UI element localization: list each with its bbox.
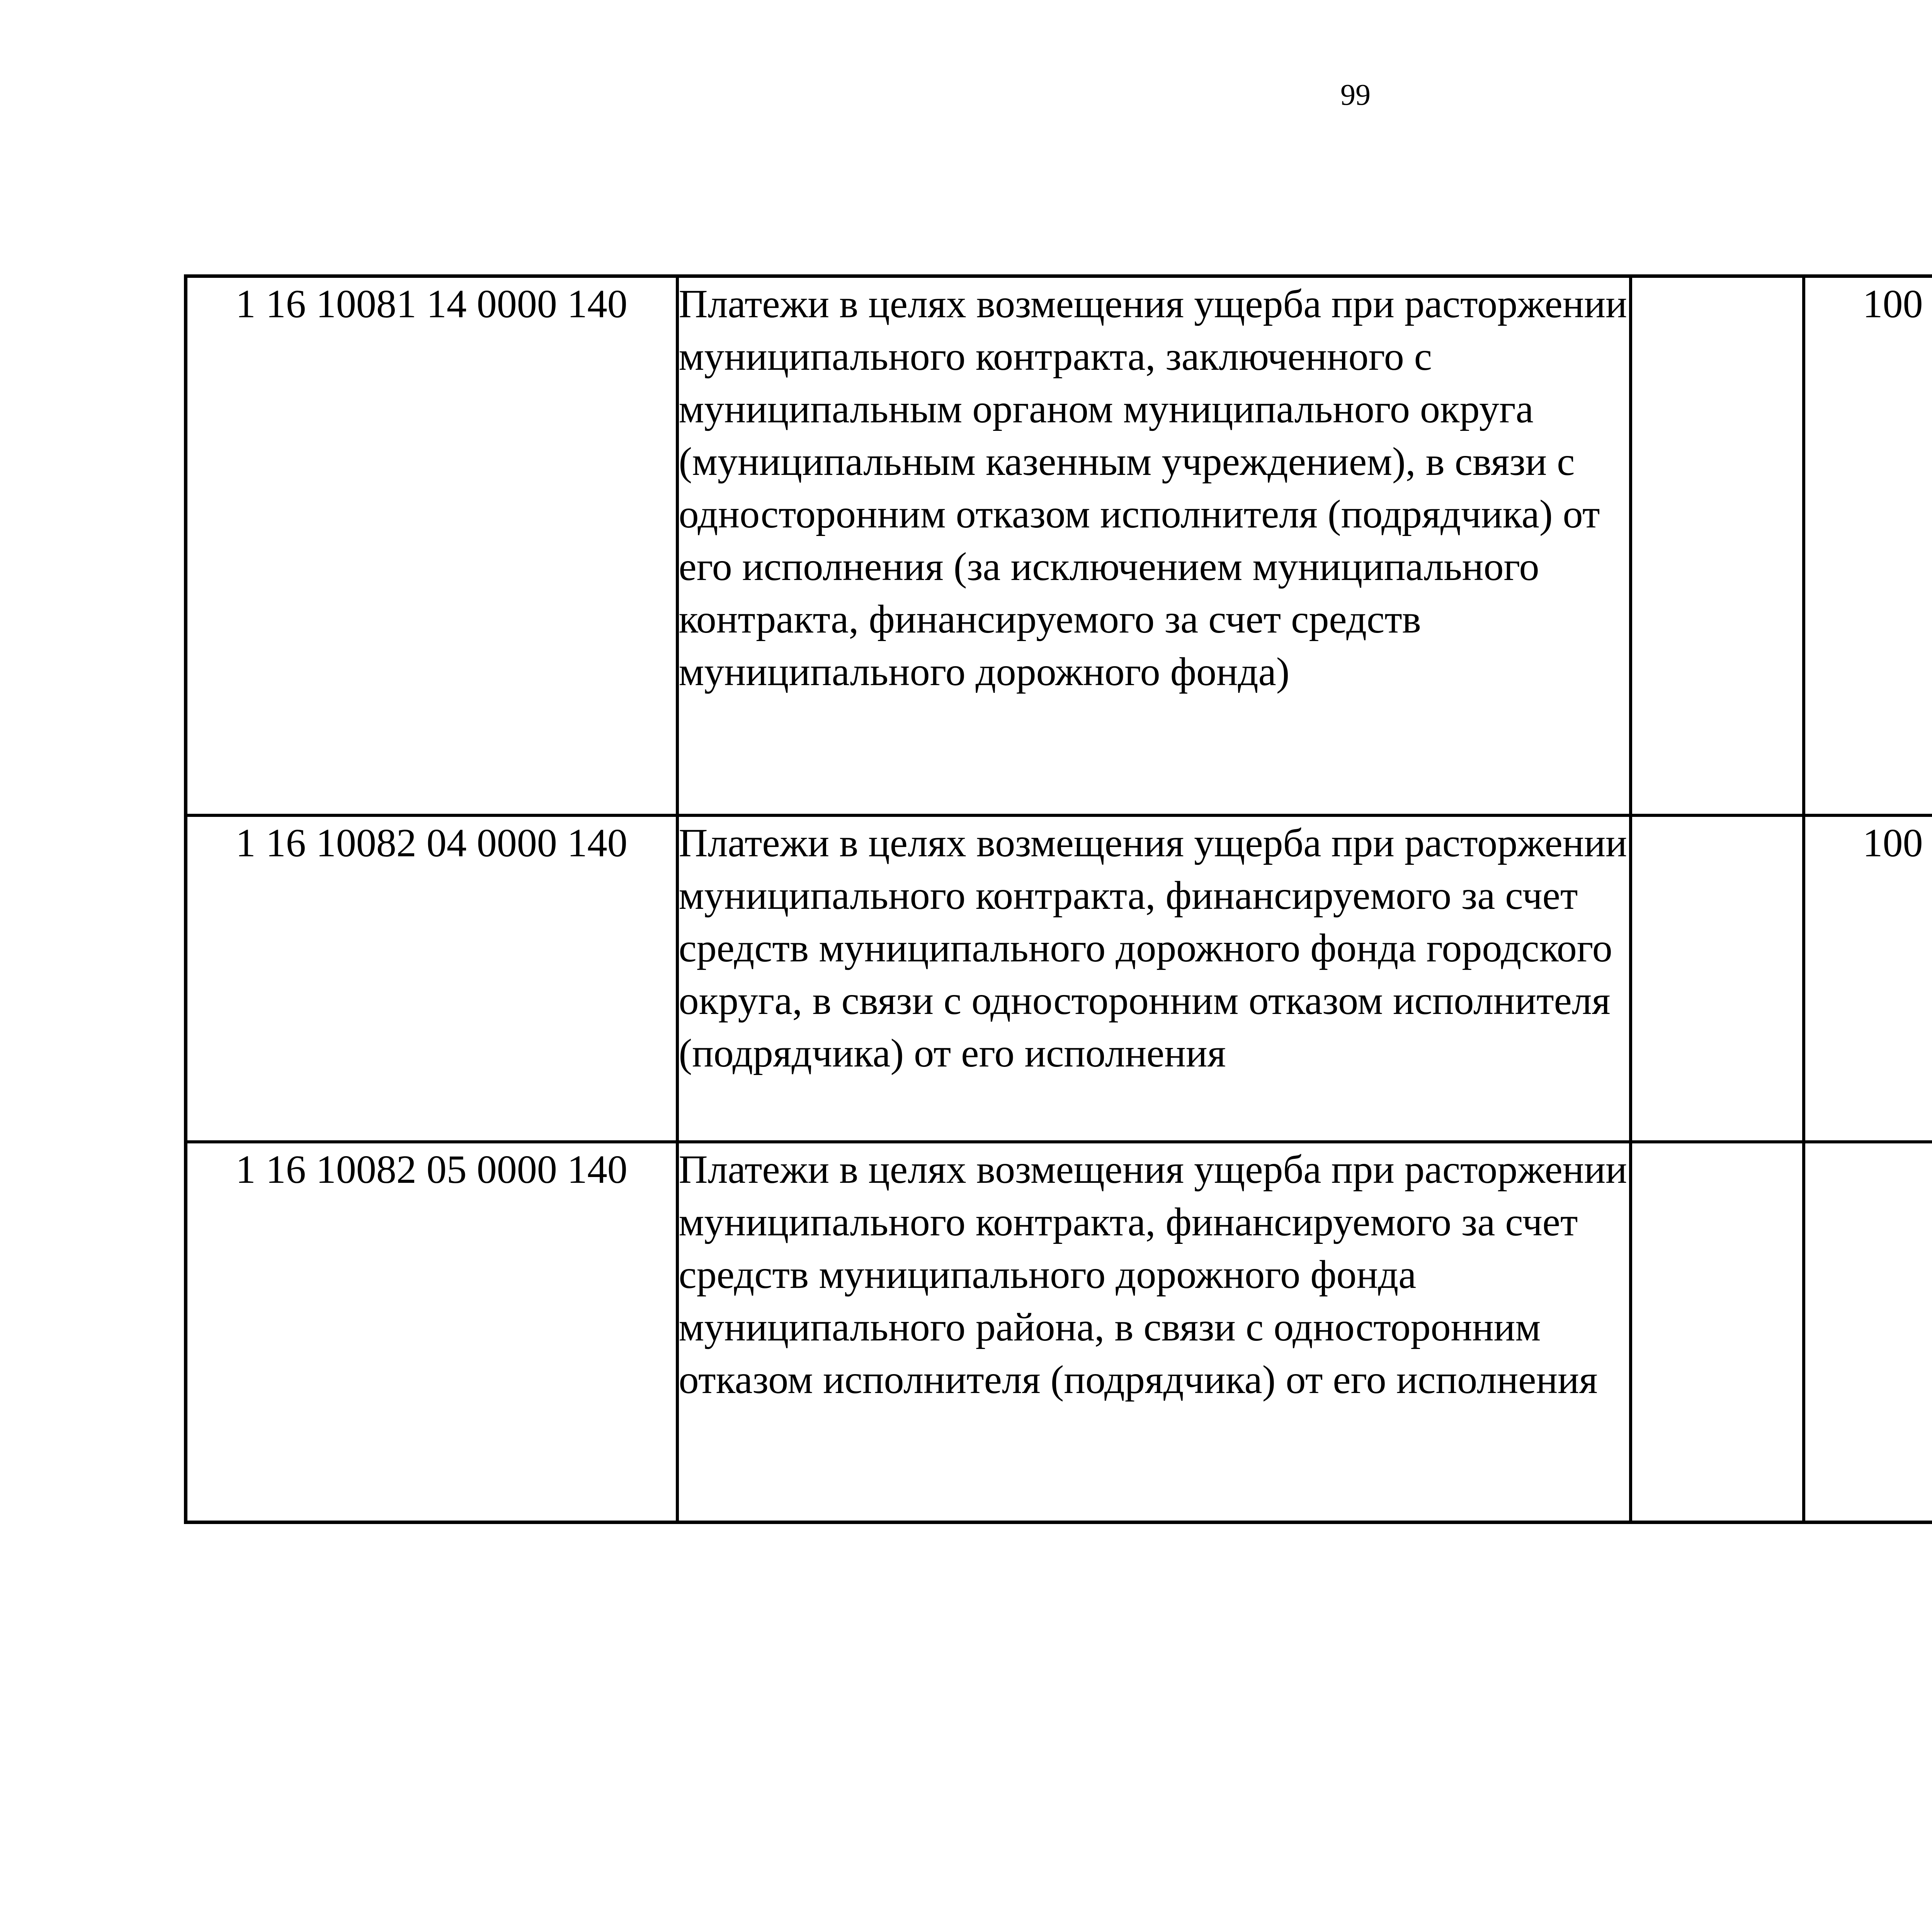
value-cell-1 bbox=[1631, 815, 1804, 1142]
value-cell-1 bbox=[1631, 276, 1804, 815]
page-number: 99 bbox=[1340, 78, 1371, 111]
budget-code-cell: 1 16 10082 05 0000 140 bbox=[186, 1142, 677, 1522]
value-cell-1 bbox=[1631, 1142, 1804, 1522]
income-description-cell: Платежи в целях возмещения ущерба при расторжении муниципального контракта, заключенного с муниципальным органом муниципального округа (муниципальным казенным учреждением), в связи с односторонним отказом исполнителя (подрядчика) от его исполнения (за исключением муниципального контракта, финансируемого за счет средств муниципального дорожного фонда) bbox=[677, 276, 1631, 815]
value-cell-2: 100 bbox=[1804, 276, 1932, 815]
income-description-cell: Платежи в целях возмещения ущерба при расторжении муниципального контракта, финансируемого за счет средств муниципального дорожного фонда городского округа, в связи с односторонним отказом исполнителя (подрядчика) от его исполнения bbox=[677, 815, 1631, 1142]
table-row bbox=[186, 276, 1932, 815]
table-row bbox=[186, 815, 1932, 1142]
value-cell-2: 100 bbox=[1804, 815, 1932, 1142]
value-cell-2 bbox=[1804, 1142, 1932, 1522]
income-description-cell: Платежи в целях возмещения ущерба при расторжении муниципального контракта, финансируемого за счет средств муниципального дорожного фонда муниципального района, в связи с односторонним отказом исполнителя (подрядчика) от его исполнения bbox=[677, 1142, 1631, 1522]
budget-classification-table bbox=[184, 274, 1932, 1524]
budget-code-cell: 1 16 10082 04 0000 140 bbox=[186, 815, 677, 1142]
budget-code-cell: 1 16 10081 14 0000 140 bbox=[186, 276, 677, 815]
table-row bbox=[186, 1142, 1932, 1522]
